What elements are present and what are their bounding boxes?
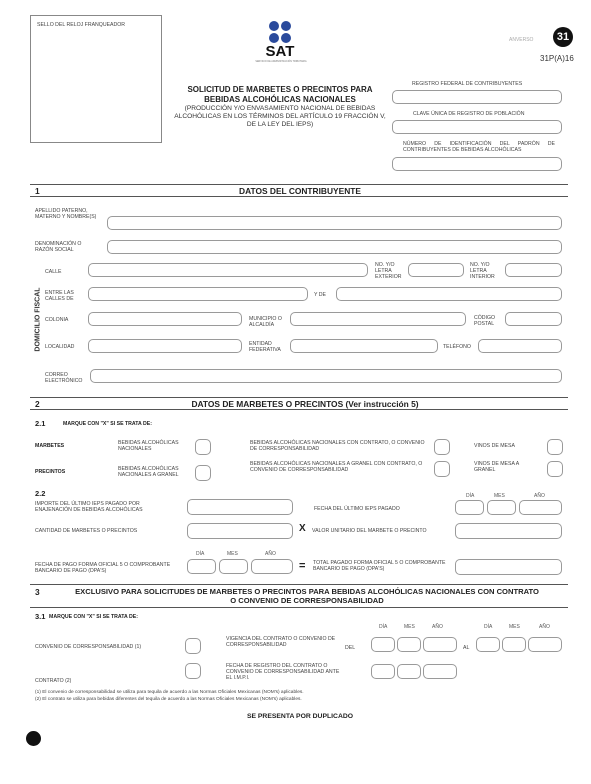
section-1-title: DATOS DEL CONTRIBUYENTE (239, 186, 361, 196)
form-code: 31P(A)16 (540, 54, 574, 63)
padron-label: NÚMERO DE IDENTIFICACIÓN DEL PADRÓN DE CONTRIBUYENTES DE BEBIDAS ALCOHÓLICAS (403, 141, 555, 154)
contrato-label: CONTRATO (2) (35, 678, 72, 684)
al-anio-header: AÑO (539, 624, 550, 630)
vinos-mesa-label: VINOS DE MESA (474, 443, 515, 449)
correo-label: CORREO ELECTRÓNICO (45, 372, 83, 385)
domicilio-vertical-label: DOMICILIO FISCAL (34, 287, 42, 352)
cp-field[interactable] (505, 312, 562, 326)
calle-field[interactable] (88, 263, 368, 277)
section-2-2-number: 2.2 (35, 489, 46, 498)
footnote-2: (2) El contrato se utiliza para bebidas diferentes del tequila de acuerdo a las Normas Oficiales Mexicanas (NOM's) aplicables. (35, 697, 302, 702)
vigencia-label: VIGENCIA DEL CONTRATO O CONVENIO DE CORRESPONSABILIDAD (226, 636, 336, 649)
section-3-1-number: 3.1 (35, 612, 46, 621)
al-dia-header: DÍA (484, 624, 493, 630)
registro-anio-field[interactable] (423, 664, 457, 679)
stamp-label: SELLO DEL RELOJ FRANQUEADOR (37, 22, 126, 28)
total-field[interactable] (455, 559, 562, 575)
beb-granel-label: BEBIDAS ALCOHÓLICAS NACIONALES A GRANEL (118, 466, 179, 479)
form-subtitle: (PRODUCCIÓN Y/O ENVASAMIENTO NACIONAL DE BEBIDAS ALCOHÓLICAS EN LOS TÉRMINOS DEL ARTÍCULO 19 FRACCIÓN V, DE LA LEY DEL IEPS) (174, 105, 386, 128)
entidad-label: ENTIDAD FEDERATIVA (249, 341, 281, 354)
del-mes-field[interactable] (397, 637, 421, 652)
no-ext-field[interactable] (408, 263, 464, 277)
section-2-1-instruction: MARQUE CON "X" SI SE TRATA DE: (63, 421, 152, 427)
colonia-field[interactable] (88, 312, 242, 326)
padron-field[interactable] (392, 157, 562, 171)
convenio-checkbox[interactable] (185, 638, 201, 654)
section-3-1-instruction: MARQUE CON "X" SI SE TRATA DE: (49, 614, 138, 620)
contrato-checkbox[interactable] (185, 663, 201, 679)
section-3-rule-bottom (30, 607, 568, 608)
duplicado-note: SE PRESENTA POR DUPLICADO (246, 713, 354, 720)
equals-sign: = (299, 560, 306, 572)
beb-contrato-checkbox[interactable] (434, 439, 450, 455)
calle-label: CALLE (45, 269, 62, 275)
cantidad-label: CANTIDAD DE MARBETES O PRECINTOS (35, 528, 138, 534)
cp-label: CÓDIGO POSTAL (474, 315, 496, 328)
section-2-title: DATOS DE MARBETES O PRECINTOS (Ver instrucción 5) (191, 399, 419, 409)
vinos-mesa-checkbox[interactable] (547, 439, 563, 455)
convenio-label: CONVENIO DE CORRESPONSABILIDAD (1) (35, 644, 142, 650)
sat-logo-text: SAT (265, 43, 295, 60)
valor-field[interactable] (455, 523, 562, 539)
side-label: ANVERSO (509, 37, 534, 43)
fecha-registro-label: FECHA DE REGISTRO DEL CONTRATO O CONVENIO DE CORRESPONSABILIDAD ANTE EL I.M.P.I. (226, 663, 340, 682)
vinos-granel-checkbox[interactable] (547, 461, 563, 477)
ieps-anio-field[interactable] (519, 500, 562, 515)
al-mes-field[interactable] (502, 637, 526, 652)
beb-granel-checkbox[interactable] (195, 465, 211, 481)
rfc-field[interactable] (392, 90, 562, 104)
del-anio-field[interactable] (423, 637, 457, 652)
section-3-title: EXCLUSIVO PARA SOLICITUDES DE MARBETES O PRECINTOS PARA BEBIDAS ALCOHÓLICAS NACIONALES CON CONTRATO O CONVENIO DE CORRESPONSABILIDAD (75, 587, 539, 605)
curp-field[interactable] (392, 120, 562, 134)
beb-contrato-label: BEBIDAS ALCOHÓLICAS NACIONALES CON CONTRATO, O CONVENIO DE CORRESPONSABILIDAD (250, 440, 425, 453)
precintos-label: PRECINTOS (35, 469, 66, 475)
colonia-label: COLONIA (45, 317, 69, 323)
section-1-rule-bottom (30, 196, 568, 197)
entidad-field[interactable] (290, 339, 438, 353)
rfc-label: REGISTRO FEDERAL DE CONTRIBUYENTES (412, 81, 523, 87)
localidad-field[interactable] (88, 339, 242, 353)
section-2-rule (30, 397, 568, 398)
y-de-field[interactable] (336, 287, 562, 301)
form-title: SOLICITUD DE MARBETES O PRECINTOS PARA BEBIDAS ALCOHÓLICAS NACIONALES (187, 85, 373, 104)
del-mes-header: MES (404, 624, 415, 630)
ieps-mes-field[interactable] (487, 500, 516, 515)
marbetes-label: MARBETES (35, 443, 65, 449)
registro-mes-field[interactable] (397, 664, 421, 679)
total-label: TOTAL PAGADO FORMA OFICIAL 5 O COMPROBANTE BANCARIO DE PAGO (DPA'S) (313, 560, 446, 573)
municipio-label: MUNICIPIO O ALCALDÍA (249, 316, 282, 329)
section-3-rule (30, 584, 568, 585)
registro-dia-field[interactable] (371, 664, 395, 679)
multiply-x: X (299, 523, 306, 534)
ieps-dia-field[interactable] (455, 500, 484, 515)
beb-nac-label: BEBIDAS ALCOHÓLICAS NACIONALES (118, 440, 179, 453)
section-2-1-number: 2.1 (35, 419, 46, 428)
ieps-dia-header: DÍA (466, 493, 475, 499)
al-mes-header: MES (509, 624, 520, 630)
pago-anio-field[interactable] (251, 559, 293, 574)
telefono-label: TELÉFONO (443, 344, 471, 350)
importe-field[interactable] (187, 499, 293, 515)
del-anio-header: AÑO (432, 624, 443, 630)
importe-label: IMPORTE DEL ÚLTIMO IEPS PAGADO POR ENAJENACIÓN DE BEBIDAS ALCOHÓLICAS (35, 501, 143, 514)
pago-anio-header: AÑO (265, 551, 276, 557)
page-badge: 31 (553, 27, 573, 47)
denominacion-field[interactable] (107, 240, 562, 254)
no-int-field[interactable] (505, 263, 562, 277)
section-1-number: 1 (35, 186, 40, 196)
pago-mes-field[interactable] (219, 559, 248, 574)
beb-granel-contrato-checkbox[interactable] (434, 461, 450, 477)
registration-dot (26, 731, 41, 746)
section-1-rule (30, 184, 568, 185)
apellido-field[interactable] (107, 216, 562, 230)
sat-logo-subtitle: SERVICIO DE ADMINISTRACIÓN TRIBUTARIA (255, 60, 307, 63)
telefono-field[interactable] (478, 339, 562, 353)
no-ext-label: NO. Y/O LETRA EXTERIOR (375, 262, 402, 281)
apellido-label: APELLIDO PATERNO, MATERNO Y NOMBRE(S) (35, 208, 97, 221)
del-dia-field[interactable] (371, 637, 395, 652)
al-label: AL (463, 645, 470, 651)
curp-label: CLAVE ÚNICA DE REGISTRO DE POBLACIÓN (413, 111, 525, 117)
fecha-ieps-label: FECHA DEL ÚLTIMO IEPS PAGADO (314, 506, 400, 512)
pago-mes-header: MES (227, 551, 238, 557)
pago-dia-header: DÍA (196, 551, 205, 557)
al-dia-field[interactable] (476, 637, 500, 652)
entre-field[interactable] (88, 287, 308, 301)
localidad-label: LOCALIDAD (45, 344, 75, 350)
footnote-1: (1) El convenio de corresponsabilidad se utiliza para tequila de acuerdo a las Normas Oficiales Mexicanas (NOM's) aplicables. (35, 690, 304, 695)
no-int-label: NO. Y/O LETRA INTERIOR (470, 262, 495, 281)
cantidad-field[interactable] (187, 523, 293, 539)
vinos-granel-label: VINOS DE MESA A GRANEL (474, 461, 519, 474)
sat-logo-icon (268, 20, 292, 44)
ieps-mes-header: MES (494, 493, 505, 499)
al-anio-field[interactable] (528, 637, 562, 652)
beb-granel-contrato-label: BEBIDAS ALCOHÓLICAS NACIONALES A GRANEL CON CONTRATO, O CONVENIO DE CORRESPONSABILIDAD (250, 461, 423, 474)
pago-dia-field[interactable] (187, 559, 216, 574)
y-de-label: Y DE (314, 292, 327, 298)
denominacion-label: DENOMINACIÓN O RAZÓN SOCIAL (35, 241, 82, 254)
ieps-anio-header: AÑO (534, 493, 545, 499)
beb-nac-checkbox[interactable] (195, 439, 211, 455)
entre-label: ENTRE LAS CALLES DE (45, 290, 74, 303)
stamp-box (30, 15, 162, 143)
del-dia-header: DÍA (379, 624, 388, 630)
valor-label: VALOR UNITARIO DEL MARBETE O PRECINTO (312, 528, 427, 534)
municipio-field[interactable] (290, 312, 466, 326)
section-2-rule-bottom (30, 409, 568, 410)
del-label: DEL (345, 645, 356, 651)
correo-field[interactable] (90, 369, 562, 383)
section-2-number: 2 (35, 399, 40, 409)
section-3-number: 3 (35, 587, 40, 597)
fecha-pago-label: FECHA DE PAGO FORMA OFICIAL 5 O COMPROBANTE BANCARIO DE PAGO (DPA'S) (35, 562, 171, 575)
